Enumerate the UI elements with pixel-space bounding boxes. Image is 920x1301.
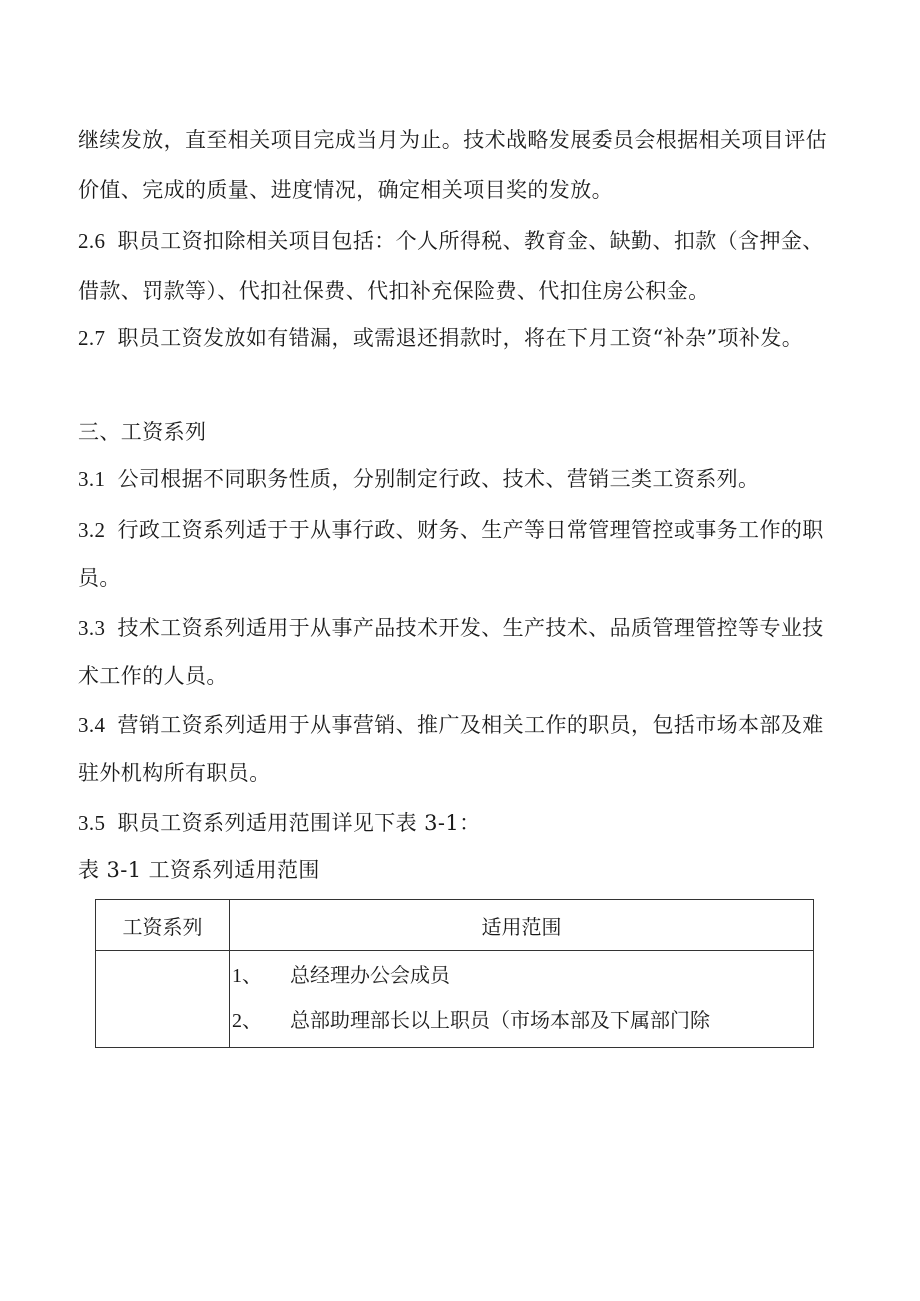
paragraph-line: 术工作的人员。 <box>78 664 228 688</box>
clause-text: 职员工资系列适用范围详见下表 3-1： <box>117 811 481 835</box>
scope-item-index: 1、 <box>232 965 262 987</box>
table-header-row <box>96 900 814 951</box>
clause-text: 职员工资扣除相关项目包括：个人所得税、教育金、缺勤、扣款（含押金、 <box>117 229 824 253</box>
section-heading: 三、工资系列 <box>78 420 207 444</box>
scope-item-index: 2、 <box>232 1010 262 1032</box>
clause-number: 3.1 <box>78 467 106 491</box>
scope-list-item <box>230 1007 813 1034</box>
paragraph-line: 价值、完成的质量、进度情况，确定相关项目奖的发放。 <box>78 178 613 202</box>
scope-cell <box>230 951 814 1048</box>
paragraph-line: 员。 <box>78 566 121 590</box>
clause-3-5 <box>78 810 481 836</box>
paragraph-line: 借款、罚款等）、代扣社保费、代扣补充保险费、代扣住房公积金。 <box>78 279 710 303</box>
table-caption: 表 3-1 工资系列适用范围 <box>78 858 320 882</box>
scope-item-text: 总部助理部长以上职员（市场本部及下属部门除 <box>290 1008 710 1032</box>
clause-3-3 <box>78 615 824 641</box>
clause-text: 技术工资系列适用于从事产品技术开发、生产技术、品质管理管控等专业技 <box>117 616 824 640</box>
clause-text: 职员工资发放如有错漏，或需退还捐款时，将在下月工资“补杂”项补发。 <box>117 326 804 350</box>
clause-text: 行政工资系列适于于从事行政、财务、生产等日常管理管控或事务工作的职 <box>117 518 824 542</box>
paragraph-line: 继续发放，直至相关项目完成当月为止。技术战略发展委员会根据相关项目评估 <box>78 128 827 152</box>
table-row <box>96 951 814 1048</box>
column-header-series: 工资系列 <box>96 900 230 951</box>
clause-text: 公司根据不同职务性质，分别制定行政、技术、营销三类工资系列。 <box>117 467 760 491</box>
series-cell <box>96 951 230 1048</box>
clause-3-2 <box>78 517 824 543</box>
column-header-scope: 适用范围 <box>230 900 814 951</box>
salary-series-table <box>95 899 814 1048</box>
clause-2-7 <box>78 325 803 351</box>
clause-number: 2.6 <box>78 229 106 253</box>
clause-2-6 <box>78 228 824 254</box>
clause-number: 2.7 <box>78 326 106 350</box>
clause-3-1 <box>78 466 759 492</box>
clause-text: 营销工资系列适用于从事营销、推广及相关工作的职员，包括市场本部及难 <box>117 713 824 737</box>
clause-number: 3.3 <box>78 616 106 640</box>
scope-list-item <box>230 962 813 989</box>
clause-number: 3.5 <box>78 811 106 835</box>
scope-item-text: 总经理办公会成员 <box>290 963 450 987</box>
clause-number: 3.2 <box>78 518 106 542</box>
clause-3-4 <box>78 712 824 738</box>
clause-number: 3.4 <box>78 713 106 737</box>
paragraph-line: 驻外机构所有职员。 <box>78 761 271 785</box>
